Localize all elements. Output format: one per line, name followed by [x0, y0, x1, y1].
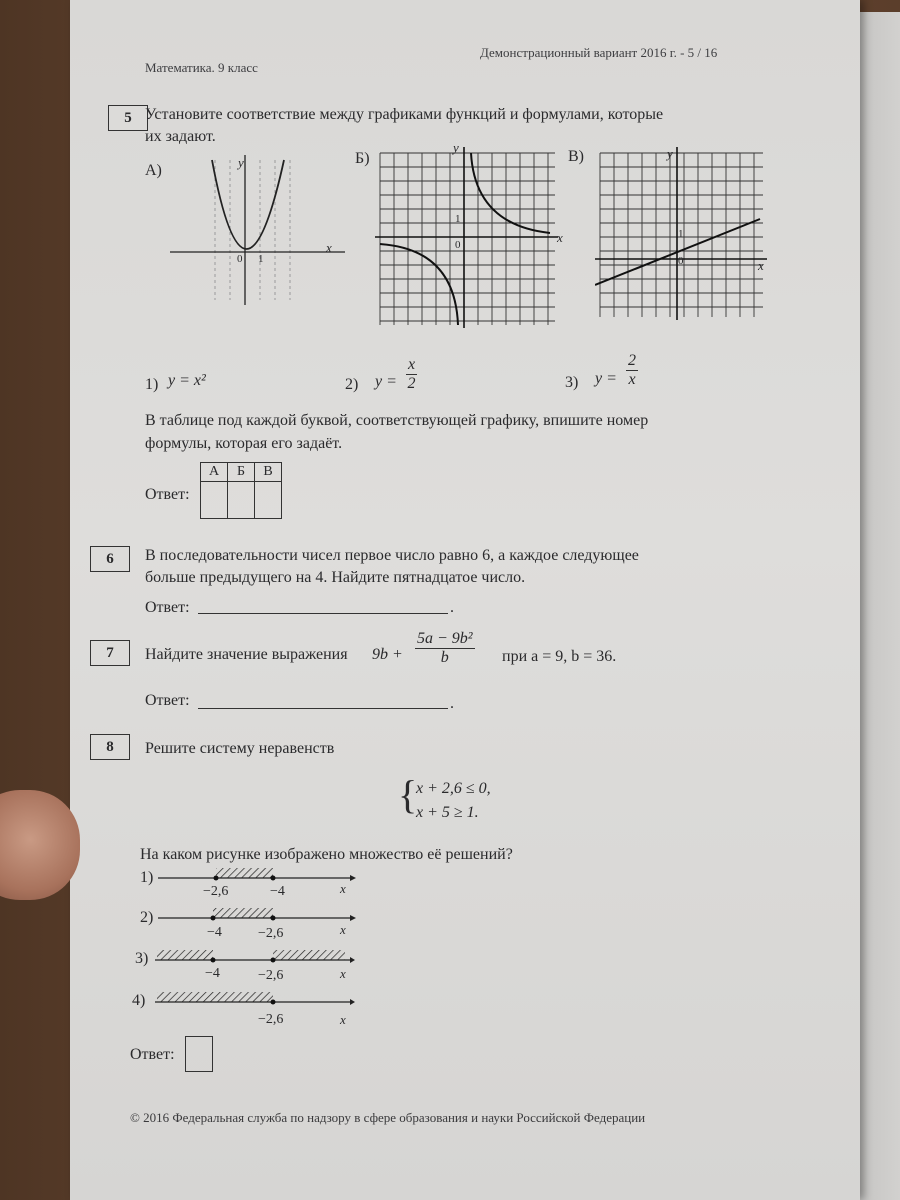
graph-b-unit: 1	[455, 213, 461, 225]
graph-v-origin: 0	[678, 255, 684, 267]
graph-b-origin: 0	[455, 239, 461, 251]
task-7-denominator: b	[440, 649, 449, 666]
option-2-right-label: −2,6	[258, 926, 284, 941]
task-7-answer-label: Ответ:	[145, 692, 190, 709]
task-5-instruction-line2: формулы, которая его задаёт.	[145, 435, 343, 452]
header-subject: Математика. 9 класс	[145, 60, 258, 75]
formula-3-lhs: y =	[595, 370, 617, 387]
option-1-left-label: −2,6	[203, 884, 229, 899]
option-1-number: 1)	[140, 869, 154, 886]
option-2-number-line[interactable]	[158, 902, 358, 928]
graph-a-unit: 1	[258, 253, 264, 265]
option-4-right-label: −2,6	[258, 1012, 284, 1027]
system-brace: {	[398, 772, 418, 817]
task-8-text: Решите систему неравенств	[145, 740, 335, 757]
task-6-answer-period: .	[450, 599, 454, 616]
task-7-text-after: при a = 9, b = 36.	[502, 648, 617, 665]
answer-cell-a[interactable]	[201, 482, 228, 519]
task-7-fraction	[415, 630, 475, 667]
task-7-expression-lhs: 9b +	[372, 646, 403, 663]
answer-header-a: А	[201, 463, 228, 482]
task-8-answer-box[interactable]	[185, 1036, 213, 1072]
inequality-1: x + 2,6 ≤ 0,	[416, 780, 491, 797]
task-6-answer-label: Ответ:	[145, 599, 190, 616]
graph-v-label: В)	[568, 148, 584, 165]
task-8-question: На каком рисунке изображено множество её решений?	[140, 846, 513, 863]
graph-a-origin: 0	[237, 253, 243, 265]
answer-header-v: В	[255, 463, 282, 482]
inequality-2: x + 5 ≥ 1.	[416, 804, 479, 821]
task-5-text-line2: их задают.	[145, 128, 216, 145]
option-1-right-label: −4	[270, 884, 285, 899]
graph-v-x-axis-label: x	[758, 258, 764, 273]
task-6-answer-line[interactable]	[198, 613, 448, 614]
option-3-right-label: −2,6	[258, 968, 284, 983]
graph-a-parabola	[170, 150, 360, 310]
option-4-number: 4)	[132, 992, 146, 1009]
graph-a-x-axis-label: x	[326, 240, 332, 255]
option-2-number: 2)	[140, 909, 154, 926]
header-variant: Демонстрационный вариант 2016 г. - 5 / 16	[480, 45, 718, 60]
task-5-answer-label: Ответ:	[145, 486, 190, 503]
answer-cell-v[interactable]	[255, 482, 282, 519]
task-5-instruction-line1: В таблице под каждой буквой, соответствующей графику, впишите номер	[145, 412, 649, 429]
task-6-text-line2: больше предыдущего на 4. Найдите пятнадцатое число.	[145, 569, 526, 586]
task-7-number: 7	[90, 640, 130, 666]
graph-b-y-axis-label: y	[453, 140, 459, 155]
task-7-numerator: 5a − 9b²	[417, 630, 473, 647]
task-7-answer-line[interactable]	[198, 708, 448, 709]
graph-b-label: Б)	[355, 150, 370, 167]
task-6-number: 6	[90, 546, 130, 572]
task-5-number: 5	[108, 105, 148, 131]
formula-2-fraction	[406, 356, 417, 393]
task-5-text-line1: Установите соответствие между графиками функций и формулами, которые	[145, 106, 664, 123]
copyright-footer: © 2016 Федеральная служба по надзору в сфере образования и науки Российской Федерации	[130, 1110, 646, 1125]
option-4-number-line[interactable]	[155, 986, 355, 1012]
option-3-number-line[interactable]	[155, 944, 355, 970]
graph-a-y-axis-label: y	[238, 155, 244, 170]
graph-v-y-axis-label: y	[667, 146, 673, 161]
formula-2-numerator: x	[408, 356, 416, 373]
task-7-text-before: Найдите значение выражения	[145, 646, 348, 663]
task-8-answer-label: Ответ:	[130, 1046, 175, 1063]
option-1-axis-label: x	[340, 881, 346, 896]
formula-2-denominator: 2	[407, 375, 416, 392]
answer-header-b: Б	[228, 463, 255, 482]
formula-3-denominator: x	[628, 371, 636, 388]
exam-page	[70, 0, 860, 1200]
graph-v-unit: 1	[678, 228, 684, 240]
option-3-axis-label: x	[340, 966, 346, 981]
formula-1-number: 1)	[145, 376, 159, 393]
option-4-axis-label: x	[340, 1012, 346, 1027]
task-8-number: 8	[90, 734, 130, 760]
formula-1: y = x²	[168, 372, 206, 389]
option-3-number: 3)	[135, 950, 149, 967]
option-3-left-label: −4	[205, 966, 220, 981]
formula-3-fraction	[626, 352, 638, 389]
task-6-text-line1: В последовательности чисел первое число равно 6, а каждое следующее	[145, 547, 639, 564]
formula-2-lhs: y =	[375, 373, 397, 390]
task-7-answer-period: .	[450, 695, 454, 712]
option-1-number-line[interactable]	[158, 862, 358, 888]
graph-b-x-axis-label: x	[557, 230, 563, 245]
task-5-answer-table	[200, 462, 282, 519]
formula-3-numerator: 2	[628, 352, 636, 369]
graph-b-hyperbola	[375, 145, 560, 330]
formula-3-number: 3)	[565, 374, 579, 391]
answer-cell-b[interactable]	[228, 482, 255, 519]
option-2-axis-label: x	[340, 922, 346, 937]
option-2-left-label: −4	[207, 925, 222, 940]
graph-a-label: А)	[145, 162, 162, 179]
formula-2-number: 2)	[345, 376, 359, 393]
